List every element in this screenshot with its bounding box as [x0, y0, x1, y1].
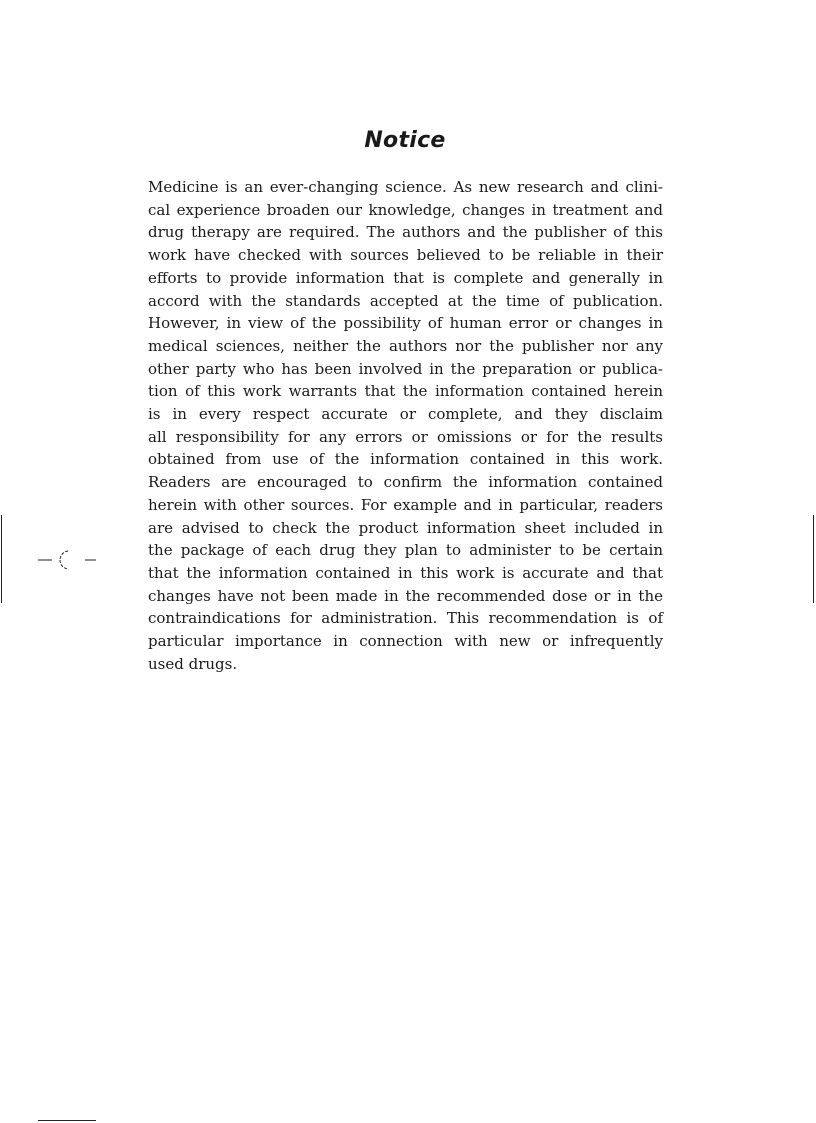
notice-body	[148, 176, 663, 675]
notice-line: contraindications for administration. This recommendation is of	[148, 609, 663, 628]
notice-line: changes have not been made in the recommended dose or in the	[148, 586, 663, 605]
notice-line: herein with other sources. For example and in particular, readers	[148, 495, 663, 514]
notice-line: all responsibility for any errors or omissions or for the results	[148, 427, 663, 446]
notice-line: used drugs.	[148, 654, 238, 673]
notice-line: the package of each drug they plan to administer to be certain	[148, 541, 663, 560]
notice-line: medical sciences, neither the authors nor the publisher nor any	[148, 336, 663, 355]
notice-line: obtained from use of the information contained in this work.	[148, 450, 663, 469]
crop-mark-right	[813, 515, 814, 603]
notice-line: cal experience broaden our knowledge, changes in treatment and	[148, 200, 663, 219]
notice-line: work have checked with sources believed to be reliable in their	[148, 246, 663, 265]
notice-line: efforts to provide information that is complete and generally in	[148, 268, 663, 287]
notice-line: other party who has been involved in the preparation or publica-	[148, 359, 663, 378]
notice-line: that the information contained in this work is accurate and that	[148, 563, 663, 582]
notice-line: particular importance in connection with new or infrequently	[148, 632, 663, 651]
notice-line: are advised to check the product information sheet included in	[148, 518, 663, 537]
page-title: Notice	[364, 128, 446, 153]
notice-line: However, in view of the possibility of human error or changes in	[148, 314, 663, 333]
notice-line: Readers are encouraged to confirm the information contained	[148, 473, 663, 492]
registration-mark-icon	[38, 548, 98, 572]
notice-line: tion of this work warrants that the information contained herein	[148, 382, 663, 401]
notice-line: Medicine is an ever-changing science. As new research and clini-	[148, 178, 663, 196]
notice-line: drug therapy are required. The authors and the publisher of this	[148, 223, 663, 242]
crop-mark-bottom	[38, 1120, 96, 1121]
crop-mark-left	[1, 515, 2, 603]
notice-line: accord with the standards accepted at the time of publication.	[148, 291, 663, 310]
notice-line: is in every respect accurate or complete, and they disclaim	[148, 405, 663, 424]
